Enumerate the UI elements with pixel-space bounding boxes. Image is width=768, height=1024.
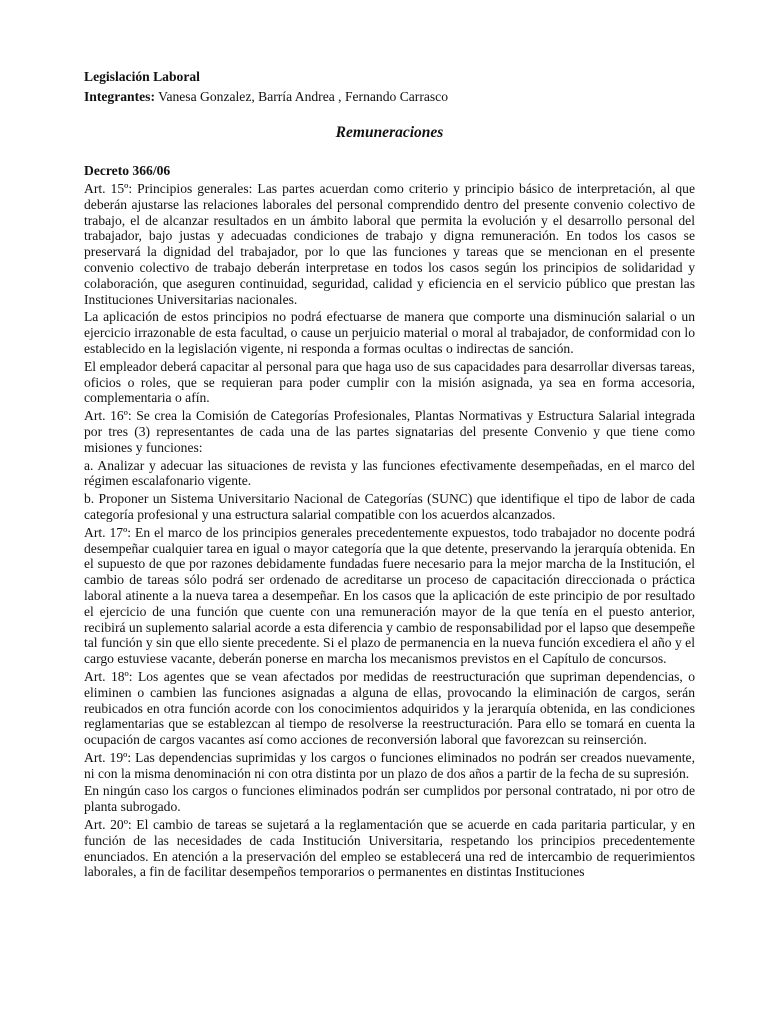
members-label: Integrantes: [84,89,155,104]
paragraph-art-16: Art. 16º: Se crea la Comisión de Categorías Profesionales, Plantas Normativas y Estructura Salarial integrada por tres (3) representantes de cada una de las partes signatarias del presente Convenio y que tiene como misiones y funciones: [84,408,695,455]
members-names: Vanesa Gonzalez, Barría Andrea , Fernando Carrasco [154,89,449,104]
members-line [84,87,695,107]
subject-heading: Legislación Laboral [84,69,200,84]
paragraph-item-b: b. Proponer un Sistema Universitario Nacional de Categorías (SUNC) que identifique el tipo de labor de cada categoría profesional y una estructura salarial compatible con los acuerdos alcanzados. [84,491,695,522]
paragraph-application: La aplicación de estos principios no podrá efectuarse de manera que comporte una disminución salarial o un ejercicio irrazonable de esta facultad, o cause un perjuicio material o moral al trabajador, de conformidad con lo establecido en la legislación vigente, ni responda a formas ocultas o indirectas de sanción. [84,309,695,356]
paragraph-art-19: Art. 19º: Las dependencias suprimidas y los cargos o funciones eliminados no podrán ser creados nuevamente, ni con la misma denominación ni con otra distinta por un plazo de dos años a partir de la fecha de su supresión. [84,749,695,781]
document-title: Remuneraciones [335,124,444,141]
paragraph-no-contract: En ningún caso los cargos o funciones eliminados podrán ser cumplidos por personal contratado, ni por otro de planta subrogado. [84,783,695,815]
paragraph-item-a: a. Analizar y adecuar las situaciones de revista y las funciones efectivamente desempeñadas, en el marco del régimen escalafonario vigente. [84,457,695,489]
paragraph-art-17: Art. 17º: En el marco de los principios generales precedentemente expuestos, todo trabajador no docente podrá desempeñar cualquier tarea en igual o mayor categoría que la que detente, preservando la jerarquía obtenida. En el supuesto de que por razones debidamente fundadas fuere necesario para la mejor marcha de la Institución, el cambio de tareas sólo podrá ser ordenado de acreditarse un proceso de capacitación direccionada o práctica laboral atinente a la nueva tarea a desempeñar. En los casos que la aplicación de este principio de por resultado el ejercicio de una función que cuente con una remuneración mayor de la que tenía en el puesto anterior, recibirá un suplemento salarial acorde a esta diferencia y cambio de responsabilidad por el lapso que desempeñe tal función y sin que ello siente precedente. Si el plazo de permanencia en la nueva función excediera el año y el cargo estuviese vacante, deberán ponerse en marcha los mecanismos previstos en el Capítulo de concursos. [84,524,695,667]
paragraph-training: El empleador deberá capacitar al personal para que haga uso de sus capacidades para desarrollar diversas tareas, oficios o roles, que se requieran para poder cumplir con la misión asignada, ya sea en forma accesoria, complementaria o afín. [84,358,695,406]
paragraph-art-20: Art. 20º: El cambio de tareas se sujetará a la reglamentación que se acuerde en cada paritaria particular, y en función de las necesidades de cada Institución Universitaria, respetando los principios precedentemente enunciados. En atención a la preservación del empleo se establecerá una red de intercambio de requerimientos laborales, a fin de facilitar desempeños temporarios o permanentes en distintas Instituciones [84,817,695,880]
decree-heading: Decreto 366/06 [84,163,171,178]
paragraph-art-15: Art. 15º: Principios generales: Las partes acuerdan como criterio y principio básico de interpretación, al que deberán ajustarse las relaciones laborales del personal comprendido dentro del presente convenio colectivo de trabajo, el de alcanzar resultados en un ámbito laboral que permita la evolución y el desarrollo personal del trabajador, bajo justas y adecuadas condiciones de trabajo y digna remuneración. En todos los casos se preservará la dignidad del trabajador, por lo que las funciones y tareas que se mencionan en el presente convenio colectivo de trabajo deberán interpretase en todos los casos según los principios de solidaridad y colaboración, que aseguren continuidad, seguridad, calidad y eficiencia en el servicio público que prestan las Instituciones Universitarias nacionales. [84,181,695,307]
paragraph-art-18: Art. 18º: Los agentes que se vean afectados por medidas de reestructuración que supriman dependencias, o eliminen o cambien las funciones asignadas a alguna de ellas, provocando la eliminación de cargos, serán reubicados en otra función acorde con los conocimientos adquiridos y la jerarquía obtenida, en las condiciones reglamentarias que se establezcan al tiempo de resolverse la reestructuración. Para ello se tomará en cuenta la ocupación de cargos vacantes así como acciones de reconversión laboral que favorezcan su reinserción. [84,668,695,748]
